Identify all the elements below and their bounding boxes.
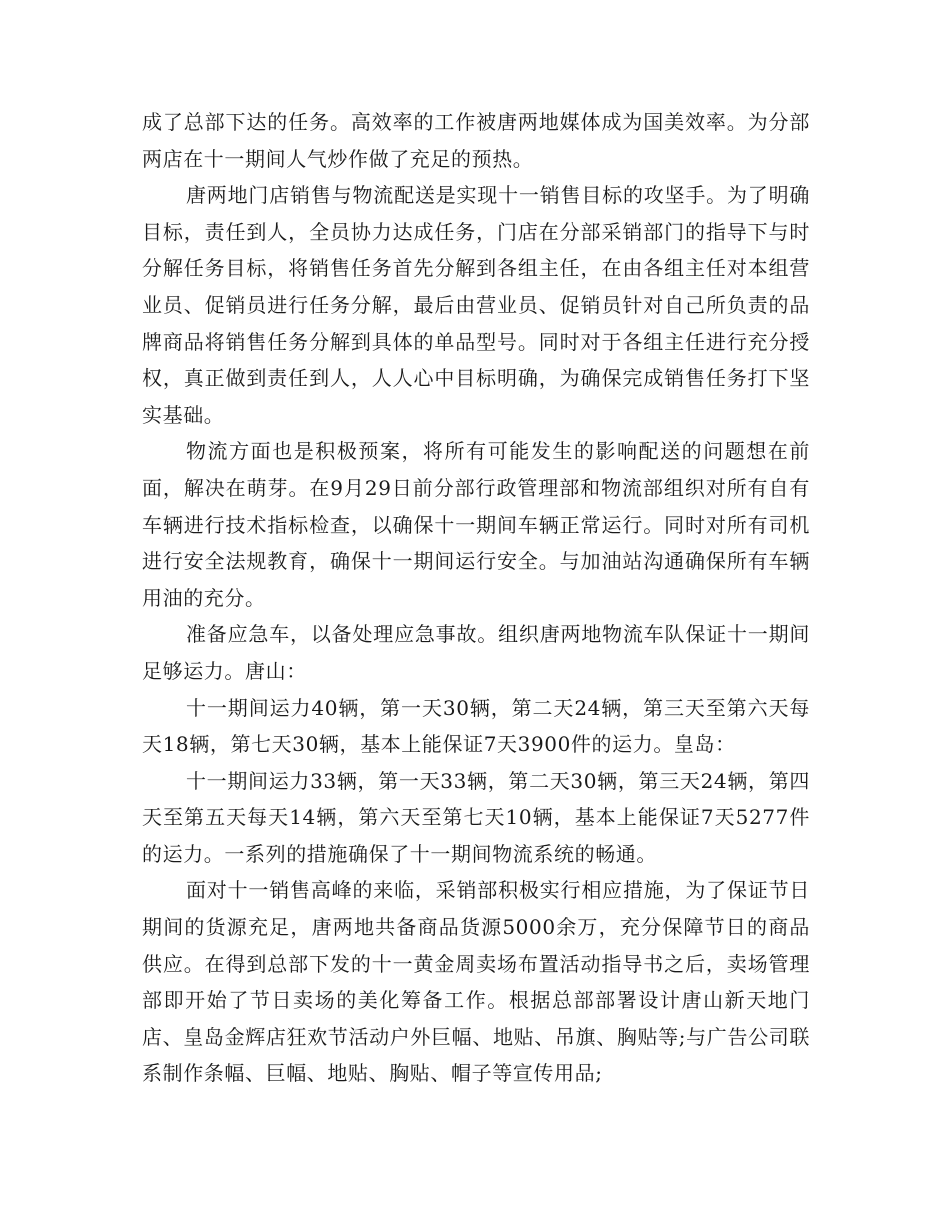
paragraph-1: 成了总部下达的任务。高效率的工作被唐两地媒体成为国美效率。为分部两店在十一期间人气炒作做了充足的预热。 (142, 110, 810, 171)
paragraph-7: 面对十一销售高峰的来临，采销部积极实行相应措施，为了保证节日期间的货源充足，唐两地共备商品货源5000余万，充分保障节日的商品供应。在得到总部下发的十一黄金周卖场布置活动指导书之后，卖场管理部即开始了节日卖场的美化筹备工作。根据总部部署设计唐山新天地门店、皇岛金辉店狂欢节活动户外巨幅、地贴、吊旗、胸贴等;与广告公司联系制作条幅、巨幅、地贴、胸贴、帽子等宣传用品; (142, 878, 810, 1086)
paragraph-4: 准备应急车，以备处理应急事故。组织唐两地物流车队保证十一期间足够运力。唐山： (142, 622, 810, 683)
paragraph-6: 十一期间运力33辆，第一天33辆，第二天30辆，第三天24辆，第四天至第五天每天14辆，第六天至第七天10辆，基本上能保证7天5277件的运力。一系列的措施确保了十一期间物流系统的畅通。 (142, 768, 810, 866)
paragraph-5: 十一期间运力40辆，第一天30辆，第二天24辆，第三天至第六天每天18辆，第七天30辆，基本上能保证7天3900件的运力。皇岛： (142, 695, 810, 757)
paragraph-2: 唐两地门店销售与物流配送是实现十一销售目标的攻坚手。为了明确目标，责任到人，全员协力达成任务，门店在分部采销部门的指导下与时分解任务目标，将销售任务首先分解到各组主任，在由各组主任对本组营业员、促销员进行任务分解，最后由营业员、促销员针对自己所负责的品牌商品将销售任务分解到具体的单品型号。同时对于各组主任进行充分授权，真正做到责任到人，人人心中目标明确，为确保完成销售任务打下坚实基础。 (142, 183, 810, 427)
paragraph-3: 物流方面也是积极预案，将所有可能发生的影响配送的问题想在前面，解决在萌芽。在9月29日前分部行政管理部和物流部组织对所有自有车辆进行技术指标检查，以确保十一期间车辆正常运行。同时对所有司机进行安全法规教育，确保十一期间运行安全。与加油站沟通确保所有车辆用油的充分。 (142, 439, 810, 610)
document-body (142, 104, 810, 1092)
